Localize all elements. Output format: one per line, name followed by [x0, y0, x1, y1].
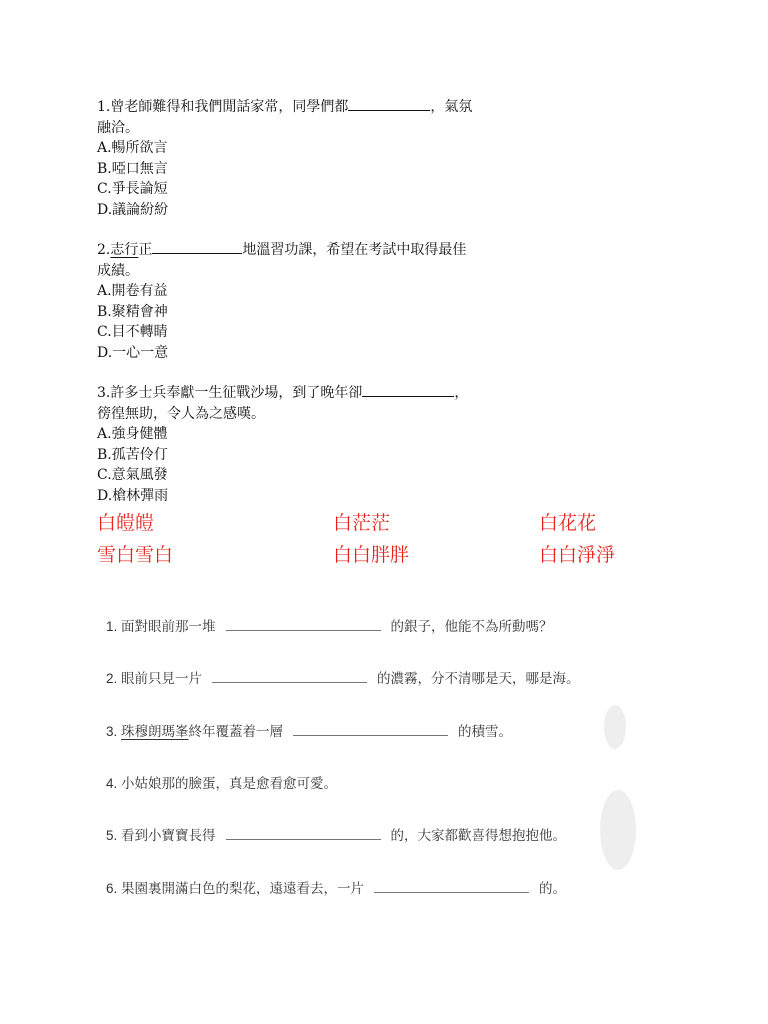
option: A.暢所欲言 [97, 140, 168, 156]
option: B.聚精會神 [97, 303, 168, 320]
answer-blank[interactable] [348, 98, 430, 111]
word-bank-item: 白白胖胖 [333, 545, 410, 566]
option: D.議論紛紛 [97, 201, 169, 218]
word-bank-item: 雪白雪白 [97, 545, 174, 566]
answer-blank[interactable] [362, 384, 454, 397]
fill-blank[interactable] [212, 668, 367, 683]
page-edge-decoration [600, 790, 636, 870]
option: C.爭長論短 [97, 181, 168, 197]
option: A.開卷有益 [97, 283, 168, 299]
question-2: 2.志行正 地溫習功課，希望在考試中取得最佳 成績。 A.開卷有益 B.聚精會神 C.目不轉睛 D.一心一意 [97, 240, 466, 363]
fill-blank[interactable] [226, 825, 381, 840]
fill-sentence-1: 1. 面對眼前那一堆 的銀子，他能不為所動嗎？ [106, 615, 553, 635]
question-3: 3.許多士兵奉獻一生征戰沙場，到了晚年卻 ， 徬徨無助，令人為之感嘆。 A.強身健體 B.孤苦伶仃 C.意氣風發 D.槍林彈雨 [97, 383, 468, 506]
fill-blank[interactable] [374, 878, 529, 893]
page-edge-decoration [604, 705, 626, 749]
option: B.孤苦伶仃 [97, 446, 168, 463]
option: C.意氣風發 [97, 467, 168, 483]
question-1-stem: 1.曾老師難得和我們閒話家常，同學們都 ，氣氛 [97, 99, 473, 115]
word-bank-item: 白白淨淨 [539, 545, 616, 566]
option: C.目不轉睛 [97, 324, 168, 340]
word-bank-item: 白花花 [539, 513, 597, 534]
question-2-stem: 2.志行正 地溫習功課，希望在考試中取得最佳 [97, 242, 467, 258]
word-bank-item: 白皚皚 [97, 513, 155, 534]
fill-blank[interactable] [226, 616, 381, 631]
option: A.強身健體 [97, 426, 168, 442]
option: D.槍林彈雨 [97, 487, 169, 504]
fill-sentence-4: 4. 小姑娘那的臉蛋，真是愈看愈可愛。 [106, 776, 338, 791]
fill-sentence-5: 5. 看到小寶寶長得 的，大家都歡喜得想抱抱他。 [106, 824, 566, 844]
word-bank-item: 白茫茫 [333, 513, 391, 534]
fill-sentence-2: 2. 眼前只見一片 的濃霧，分不清哪是天，哪是海。 [106, 667, 580, 687]
fill-sentence-3: 3. 珠穆朗瑪峯終年覆蓋着一層 的積雪。 [106, 720, 512, 740]
question-1: 1.曾老師難得和我們閒話家常，同學們都 ，氣氛 融洽。 A.暢所欲言 B.啞口無言 C.爭長論短 D.議論紛紛 [97, 97, 472, 220]
fill-blank[interactable] [293, 721, 448, 736]
question-3-stem: 3.許多士兵奉獻一生征戰沙場，到了晚年卻 ， [97, 385, 469, 401]
fill-sentence-6: 6. 果園裏開滿白色的梨花，遠遠看去，一片 的。 [106, 877, 566, 897]
answer-blank[interactable] [152, 241, 242, 254]
option: B.啞口無言 [97, 160, 168, 177]
option: D.一心一意 [97, 344, 169, 361]
